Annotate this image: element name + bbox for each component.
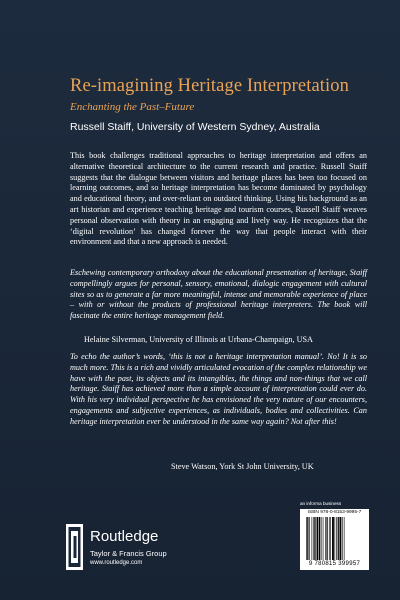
isbn-barcode-box [300, 509, 369, 570]
routledge-logo-icon [66, 524, 83, 570]
barcode-graphic [305, 517, 364, 560]
barcode-bar [317, 517, 319, 560]
informa-tagline: an informa business [300, 501, 342, 506]
book-title: Re-imagining Heritage Interpretation [70, 76, 349, 96]
barcode-bar [307, 517, 308, 560]
barcode-bar [313, 517, 314, 560]
barcode-bar [315, 517, 316, 560]
barcode-bar [329, 517, 330, 560]
author-line: Russell Staiff, University of Western Sydney, Australia [70, 121, 320, 133]
review-quote-2: To echo the author’s words, ‘this is not a heritage interpretation manual’. No! It is so much more. This is a rich and vividly articulated evocation of the complex relationship we have with the past, its objects and its intangibles, the things and non-things that we call heritage. Staiff has achieved more than a simple account of interpretation could ever do. With his very individual perspective he has envisioned the very nature of our encounters, engagements and subjective experiences, as individuals, bodies and collectivities. Can heritage interpretation ever be understood in the same way again? Not after this! [70, 352, 367, 426]
review-attribution-1: Helaine Silverman, University of Illinois at Urbana-Champaign, USA [84, 335, 313, 344]
barcode-bar [309, 517, 310, 560]
barcode-bar [326, 517, 327, 560]
barcode-bar [312, 517, 313, 560]
book-subtitle: Enchanting the Past–Future [70, 101, 195, 113]
barcode-bar [325, 517, 326, 560]
book-blurb: This book challenges traditional approaches to heritage interpretation and offers an alternative theoretical architecture to the current research and practice. Russell Staiff suggests that the dialogue between visitors and heritage places has been too focused on learning outcomes, and so heritage interpretation has become dominated by psychology and educational theory, and over-reliant on outdated thinking. Using his background as an art historian and experience teaching heritage and tourism courses, Russell Staiff weaves personal observation with theory in an engaging and lively way. He recognizes that the ‘digital revolution’ has changed forever the way that people interact with their environment and that a new approach is needed. [70, 151, 367, 247]
barcode-bar [323, 517, 324, 560]
barcode-bar [319, 517, 320, 560]
barcode-bar [306, 517, 307, 560]
barcode-bar [335, 517, 336, 560]
barcode-number: 9 780815 399957 [308, 561, 361, 567]
barcode-bar [332, 517, 334, 560]
barcode-bar [336, 517, 337, 560]
publisher-url: www.routledge.com [90, 560, 143, 566]
barcode-bar [321, 517, 322, 560]
isbn-label: ISBN 978-0-8153-9995-7 [307, 510, 362, 515]
barcode-bar [344, 517, 345, 560]
review-attribution-2: Steve Watson, York St John University, UK [171, 462, 314, 471]
publisher-group: Taylor & Francis Group [90, 549, 167, 558]
publisher-logo [66, 522, 216, 582]
barcode-bar [338, 517, 339, 560]
review-quote-1: Eschewing contemporary orthodoxy about the educational presentation of heritage, Staiff compellingly argues for personal, sensory, emotional, dialogic engagement with cultural sites so as to generate a far more meaningful, intense and memorable experience of place – with or without the products of professional heritage interpreters. The book will fascinate the entire heritage management field. [70, 268, 367, 321]
barcode-bar [342, 517, 343, 560]
barcode-bar [339, 517, 341, 560]
publisher-name: Routledge [90, 528, 159, 545]
barcode-bar [330, 517, 331, 560]
